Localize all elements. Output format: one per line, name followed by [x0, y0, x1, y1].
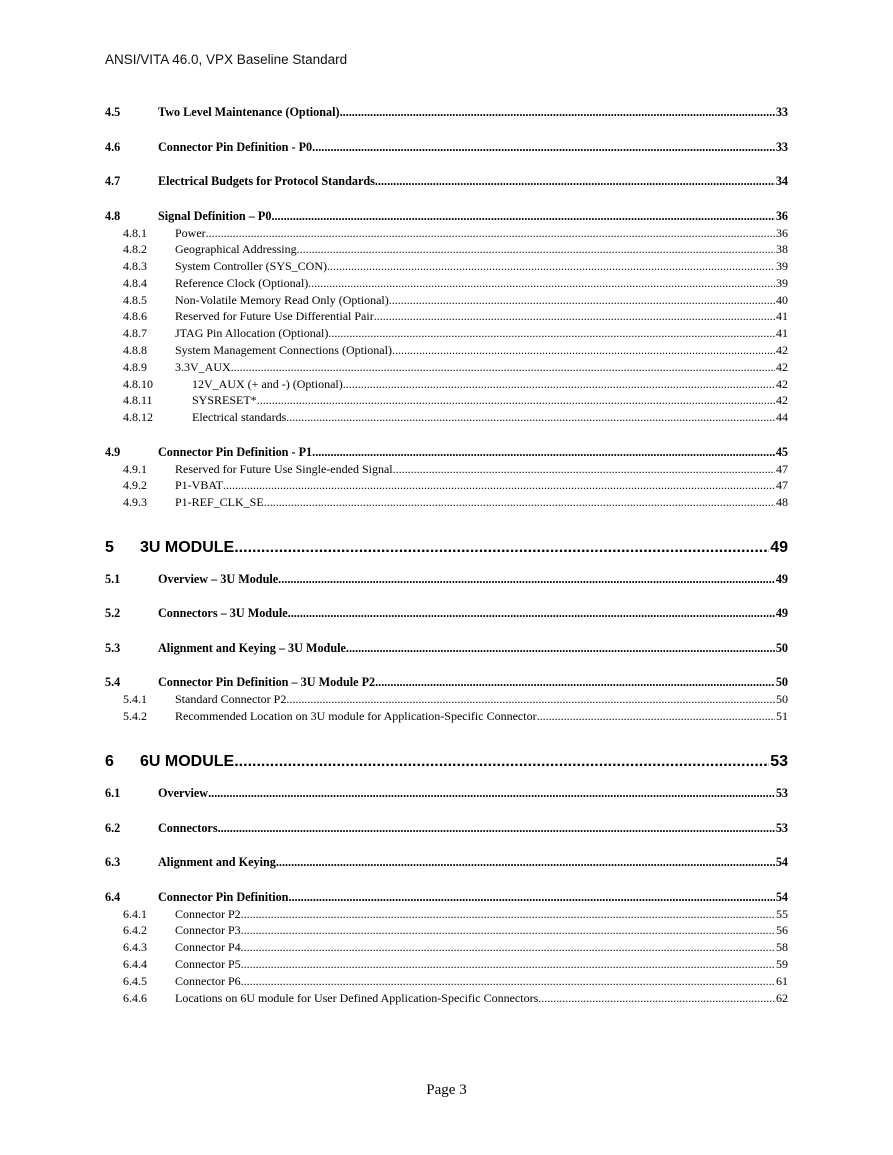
- toc-entry-number: 6.4: [105, 889, 121, 904]
- toc-entry-page: 61: [776, 973, 788, 988]
- toc-entry-title: Electrical Budgets for Protocol Standards: [158, 174, 375, 188]
- toc-entry-4-8[interactable]: [105, 208, 788, 225]
- toc-entry-title: Electrical standards: [192, 410, 287, 425]
- toc-entry-title: 12V_AUX (+ and -) (Optional): [192, 376, 343, 391]
- toc-entry-number: 4.8.9: [123, 359, 147, 374]
- toc-entry-title: P1-VBAT: [175, 478, 224, 493]
- toc-entry-4-8-12[interactable]: [105, 409, 788, 426]
- toc-entry-4-8-10[interactable]: [105, 376, 788, 393]
- toc-dot-leader: [276, 854, 775, 871]
- toc-entry-page: 47: [776, 478, 788, 493]
- toc-entry-number: 4.5: [105, 105, 121, 119]
- toc-entry-title: Signal Definition – P0: [158, 208, 272, 223]
- toc-entry-6-3[interactable]: [105, 854, 788, 871]
- toc-entry-page: 39: [776, 259, 788, 274]
- toc-entry-number: 4.8.4: [123, 275, 147, 290]
- toc-entry-number: 6.4.1: [123, 906, 147, 921]
- toc-entry-number: 4.7: [105, 174, 121, 188]
- toc-entry-number: 5.1: [105, 571, 121, 586]
- toc-dot-leader: [223, 477, 775, 494]
- toc-entry-5-2[interactable]: [105, 605, 788, 622]
- toc-dot-leader: [375, 674, 775, 691]
- toc-entry-6-1[interactable]: [105, 785, 788, 802]
- toc-entry-page: 55: [776, 906, 788, 921]
- toc-dot-leader: [234, 537, 769, 559]
- toc-entry-5-1[interactable]: [105, 571, 788, 588]
- toc-entry-page: 42: [776, 343, 788, 358]
- toc-entry-number: 5.3: [105, 640, 121, 655]
- toc-entry-6-4[interactable]: [105, 889, 788, 906]
- toc-entry-4-6[interactable]: [105, 139, 788, 156]
- toc-entry-number: 5: [105, 538, 114, 556]
- toc-dot-leader: [231, 359, 775, 376]
- toc-entry-title: Connectors – 3U Module: [158, 606, 288, 621]
- toc-entry-title: Connector Pin Definition - P1: [158, 444, 313, 459]
- toc-entry-5-4-2[interactable]: [105, 708, 788, 725]
- toc-entry-page: 42: [776, 359, 788, 374]
- toc-entry-number: 4.9.3: [123, 495, 147, 510]
- toc-dot-leader: [264, 494, 775, 511]
- toc-entry-title: Alignment and Keying – 3U Module: [158, 640, 346, 655]
- toc-entry-page: 40: [776, 292, 788, 307]
- toc-entry-4-8-5[interactable]: [105, 292, 788, 309]
- toc-dot-leader: [328, 325, 775, 342]
- toc-entry-page: 53: [770, 753, 788, 771]
- toc-dot-leader: [241, 939, 775, 956]
- toc-entry-number: 4.8.3: [123, 259, 147, 274]
- toc-entry-number: 6.4.6: [123, 990, 147, 1005]
- toc-entry-page: 33: [775, 139, 788, 154]
- toc-entry-page: 62: [776, 990, 788, 1005]
- toc-entry-title: Connector Pin Definition - P0: [158, 139, 313, 154]
- toc-entry-title: Alignment and Keying: [158, 855, 276, 870]
- toc-dot-leader: [218, 820, 775, 837]
- toc-entry-title: Standard Connector P2: [175, 692, 287, 707]
- toc-entry-number: 5.4.2: [123, 709, 147, 724]
- toc-entry-6-4-1[interactable]: [105, 906, 788, 923]
- toc-entry-4-8-3[interactable]: [105, 258, 788, 275]
- toc-entry-page: 36: [775, 208, 788, 223]
- toc-entry-4-5[interactable]: [105, 104, 788, 121]
- toc-entry-number: 4.8: [105, 208, 121, 223]
- toc-entry-title: SYSRESET*: [192, 393, 257, 408]
- toc-entry-4-9[interactable]: [105, 444, 788, 461]
- toc-entry-title: Geographical Addressing: [175, 242, 297, 257]
- table-of-contents: [105, 104, 788, 1006]
- toc-entry-number: 4.8.8: [123, 343, 147, 358]
- toc-dot-leader: [308, 275, 775, 292]
- toc-dot-leader: [288, 889, 774, 906]
- toc-dot-leader: [288, 605, 775, 622]
- toc-dot-leader: [374, 308, 775, 325]
- toc-entry-number: 6.2: [105, 820, 121, 835]
- toc-entry-title: Two Level Maintenance (Optional): [158, 105, 340, 119]
- toc-entry-number: 4.8.1: [123, 225, 147, 240]
- toc-dot-leader: [346, 640, 775, 657]
- toc-dot-leader: [241, 956, 775, 973]
- toc-entry-number: 4.8.10: [123, 376, 153, 391]
- toc-entry-page: 53: [775, 820, 788, 835]
- toc-entry-number: 6.4.2: [123, 923, 147, 938]
- toc-entry-page: 50: [775, 675, 788, 690]
- toc-entry-4-7[interactable]: [105, 173, 788, 190]
- toc-dot-leader: [278, 571, 775, 588]
- toc-entry-page: 47: [776, 461, 788, 476]
- toc-entry-title: System Controller (SYS_CON): [175, 259, 328, 274]
- toc-entry-title: Power: [175, 225, 206, 240]
- toc-entry-title: System Management Connections (Optional): [175, 343, 392, 358]
- toc-dot-leader: [208, 785, 775, 802]
- toc-entry-4-8-7[interactable]: [105, 325, 788, 342]
- toc-entry-6[interactable]: [105, 751, 788, 773]
- toc-entry-page: 44: [776, 410, 788, 425]
- toc-entry-6-4-5[interactable]: [105, 973, 788, 990]
- toc-dot-leader: [538, 990, 775, 1007]
- toc-entry-title: Reference Clock (Optional): [175, 275, 309, 290]
- running-header: ANSI/VITA 46.0, VPX Baseline Standard: [105, 52, 348, 67]
- toc-entry-page: 48: [776, 495, 788, 510]
- toc-entry-page: 33: [775, 105, 788, 119]
- toc-entry-title: Connectors: [158, 820, 218, 835]
- toc-entry-page: 42: [776, 393, 788, 408]
- toc-entry-4-9-3[interactable]: [105, 494, 788, 511]
- toc-entry-title: Overview – 3U Module: [158, 571, 279, 586]
- toc-entry-number: 6.1: [105, 786, 121, 801]
- toc-entry-number: 4.9: [105, 444, 121, 459]
- toc-entry-title: Connector P3: [175, 923, 241, 938]
- toc-dot-leader: [340, 104, 775, 121]
- toc-entry-page: 56: [776, 923, 788, 938]
- toc-dot-leader: [343, 376, 775, 393]
- toc-dot-leader: [312, 139, 775, 156]
- toc-entry-4-8-6[interactable]: [105, 308, 788, 325]
- toc-entry-title: P1-REF_CLK_SE: [175, 495, 264, 510]
- toc-dot-leader: [241, 906, 775, 923]
- toc-entry-4-9-2[interactable]: [105, 477, 788, 494]
- toc-dot-leader: [297, 241, 775, 258]
- toc-entry-4-8-1[interactable]: [105, 225, 788, 242]
- toc-entry-title: Reserved for Future Use Differential Pair: [175, 309, 374, 324]
- toc-entry-page: 50: [776, 692, 788, 707]
- toc-entry-title: Overview: [158, 786, 209, 801]
- toc-entry-number: 4.8.12: [123, 410, 153, 425]
- toc-entry-title: Connector Pin Definition: [158, 889, 289, 904]
- toc-entry-6-4-4[interactable]: [105, 956, 788, 973]
- toc-dot-leader: [206, 225, 775, 242]
- toc-entry-page: 42: [776, 376, 788, 391]
- toc-entry-title: 3U MODULE: [140, 538, 235, 556]
- toc-entry-6-4-3[interactable]: [105, 939, 788, 956]
- toc-entry-number: 4.8.6: [123, 309, 147, 324]
- toc-entry-page: 49: [770, 538, 788, 556]
- toc-entry-page: 34: [775, 174, 788, 188]
- toc-entry-page: 50: [775, 640, 788, 655]
- toc-entry-page: 39: [776, 275, 788, 290]
- toc-entry-4-9-1[interactable]: [105, 461, 788, 478]
- toc-dot-leader: [393, 461, 775, 478]
- toc-dot-leader: [234, 751, 769, 773]
- toc-entry-page: 45: [775, 444, 788, 459]
- toc-entry-title: JTAG Pin Allocation (Optional): [175, 326, 329, 341]
- toc-entry-title: Connector P6: [175, 973, 241, 988]
- toc-entry-page: 36: [776, 225, 788, 240]
- toc-entry-5-4[interactable]: [105, 674, 788, 691]
- toc-dot-leader: [241, 973, 775, 990]
- toc-entry-page: 58: [776, 940, 788, 955]
- toc-entry-number: 6: [105, 753, 114, 771]
- toc-dot-leader: [286, 691, 775, 708]
- toc-entry-4-8-8[interactable]: [105, 342, 788, 359]
- toc-entry-title: Recommended Location on 3U module for Application-Specific Connector: [175, 709, 537, 724]
- toc-entry-number: 6.3: [105, 855, 121, 870]
- toc-dot-leader: [286, 409, 775, 426]
- toc-entry-title: Connector P4: [175, 940, 241, 955]
- toc-entry-number: 4.8.5: [123, 292, 147, 307]
- toc-entry-title: 3.3V_AUX: [175, 359, 231, 374]
- toc-dot-leader: [537, 708, 775, 725]
- toc-dot-leader: [257, 392, 775, 409]
- toc-entry-6-2[interactable]: [105, 820, 788, 837]
- toc-dot-leader: [312, 444, 775, 461]
- toc-entry-page: 49: [775, 606, 788, 621]
- toc-dot-leader: [392, 342, 775, 359]
- toc-dot-leader: [327, 258, 775, 275]
- toc-dot-leader: [389, 292, 775, 309]
- toc-entry-page: 59: [776, 956, 788, 971]
- page-number: Page 3: [426, 1082, 467, 1098]
- toc-entry-title: Connector Pin Definition – 3U Module P2: [158, 675, 376, 690]
- toc-entry-title: Connector P2: [175, 906, 241, 921]
- toc-entry-page: 51: [776, 709, 788, 724]
- toc-entry-number: 6.4.3: [123, 940, 147, 955]
- toc-entry-page: 53: [775, 786, 788, 801]
- toc-entry-page: 41: [776, 309, 788, 324]
- toc-dot-leader: [241, 922, 775, 939]
- toc-entry-page: 38: [776, 242, 788, 257]
- toc-entry-page: 49: [775, 571, 788, 586]
- toc-entry-number: 4.8.7: [123, 326, 147, 341]
- toc-entry-number: 5.2: [105, 606, 121, 621]
- toc-entry-title: Non-Volatile Memory Read Only (Optional): [175, 292, 389, 307]
- toc-entry-4-8-4[interactable]: [105, 275, 788, 292]
- toc-entry-title: Reserved for Future Use Single-ended Signal: [175, 461, 393, 476]
- toc-entry-page: 41: [776, 326, 788, 341]
- toc-entry-6-4-2[interactable]: [105, 922, 788, 939]
- toc-entry-number: 5.4.1: [123, 692, 147, 707]
- toc-entry-number: 4.9.1: [123, 461, 147, 476]
- toc-dot-leader: [375, 173, 775, 190]
- toc-entry-page: 54: [775, 855, 788, 870]
- toc-entry-number: 4.8.11: [123, 393, 153, 408]
- toc-entry-5-3[interactable]: [105, 640, 788, 657]
- toc-entry-number: 4.9.2: [123, 478, 147, 493]
- toc-entry-title: Connector P5: [175, 956, 241, 971]
- toc-entry-6-4-6[interactable]: [105, 990, 788, 1007]
- toc-entry-number: 6.4.4: [123, 956, 147, 971]
- toc-entry-title: 6U MODULE: [140, 753, 235, 771]
- toc-entry-number: 4.8.2: [123, 242, 147, 257]
- toc-dot-leader: [271, 208, 774, 225]
- toc-entry-5[interactable]: [105, 537, 788, 559]
- toc-entry-title: Locations on 6U module for User Defined Application-Specific Connectors: [175, 990, 539, 1005]
- toc-entry-5-4-1[interactable]: [105, 691, 788, 708]
- toc-entry-4-8-11[interactable]: [105, 392, 788, 409]
- toc-entry-number: 4.6: [105, 139, 121, 154]
- toc-entry-number: 5.4: [105, 675, 121, 690]
- toc-entry-page: 54: [775, 889, 788, 904]
- toc-entry-4-8-9[interactable]: [105, 359, 788, 376]
- toc-entry-number: 6.4.5: [123, 973, 147, 988]
- toc-entry-4-8-2[interactable]: [105, 241, 788, 258]
